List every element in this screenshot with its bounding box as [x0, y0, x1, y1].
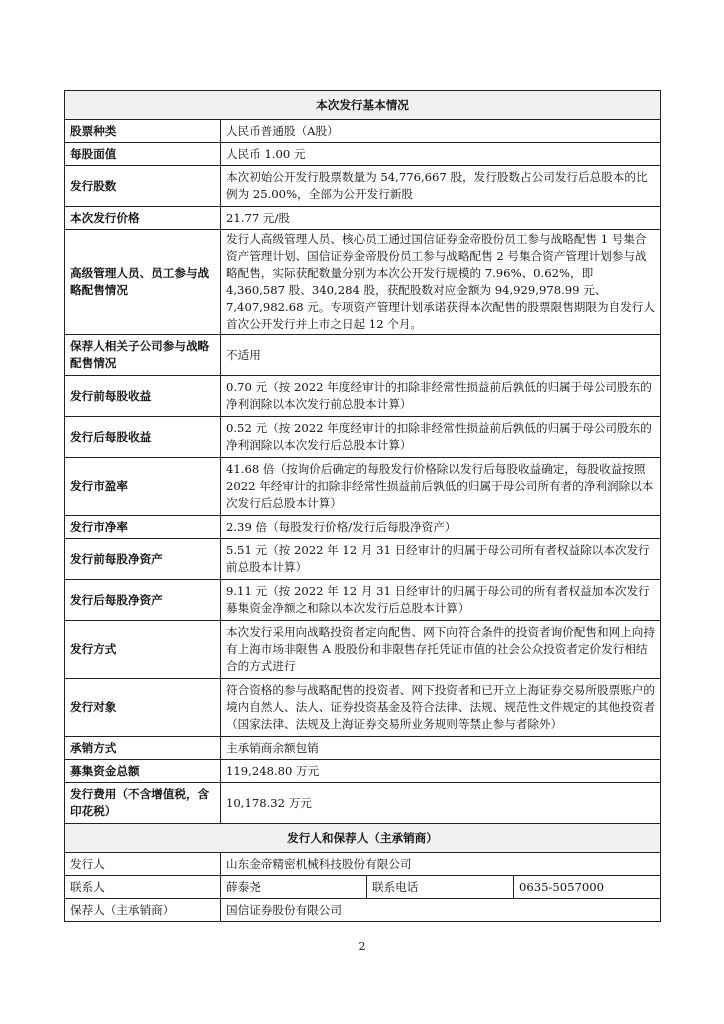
sponsor-row	[65, 899, 661, 922]
issuer-value: 山东金帝精密机械科技股份有限公司	[221, 853, 661, 876]
table-row	[65, 621, 661, 679]
table-row	[65, 516, 661, 539]
row-value: 主承销商余额包销	[221, 737, 661, 760]
issuer-label: 发行人	[65, 853, 221, 876]
table-row	[65, 335, 661, 376]
row-value: 0.70 元（按 2022 年度经审计的扣除非经常性损益前后孰低的归属于母公司股东的净利润除以本次发行前总股本计算）	[221, 376, 661, 417]
row-value: 0.52 元（按 2022 年度经审计的扣除非经常性损益前后孰低的归属于母公司股东的净利润除以本次发行后总股本计算）	[221, 417, 661, 458]
row-value: 119,248.80 万元	[221, 760, 661, 783]
table-row	[65, 580, 661, 621]
section-title-basic-info: 本次发行基本情况	[65, 91, 661, 120]
row-value: 本次发行采用向战略投资者定向配售、网下向符合条件的投资者询价配售和网上向持有上海市场非限售 A 股股份和非限售存托凭证市值的社会公众投资者定价发行相结合的方式进行	[221, 621, 661, 679]
row-value: 人民币 1.00 元	[221, 143, 661, 166]
row-label: 股票种类	[65, 120, 221, 143]
row-label: 发行费用（不含增值税，含印花税）	[65, 783, 221, 824]
table-row	[65, 120, 661, 143]
row-value: 41.68 倍（按询价后确定的每股发行价格除以发行后每股收益确定，每股收益按照 2022 年经审计的扣除非经常性损益前后孰低的归属于母公司所有者的净利润除以本次发行后总股本计算）	[221, 458, 661, 516]
contact-row	[65, 876, 661, 899]
row-label: 发行方式	[65, 621, 221, 679]
sponsor-value: 国信证券股份有限公司	[221, 899, 661, 922]
table-row	[65, 166, 661, 207]
row-label: 发行股数	[65, 166, 221, 207]
table-row	[65, 458, 661, 516]
row-value: 2.39 倍（每股发行价格/发行后每股净资产）	[221, 516, 661, 539]
row-label: 承销方式	[65, 737, 221, 760]
row-label: 本次发行价格	[65, 207, 221, 230]
row-value: 本次初始公开发行股票数量为 54,776,667 股，发行股数占公司发行后总股本的比例为 25.00%，全部为公开发行新股	[221, 166, 661, 207]
table-row	[65, 376, 661, 417]
table-row	[65, 737, 661, 760]
page-number: 2	[358, 940, 366, 953]
table-row	[65, 679, 661, 737]
table-row	[65, 539, 661, 580]
table-row	[65, 207, 661, 230]
row-value: 21.77 元/股	[221, 207, 661, 230]
row-value: 9.11 元（按 2022 年 12 月 31 日经审计的归属于母公司的所有者权益加本次发行募集资金净额之和除以本次发行后总股本计算）	[221, 580, 661, 621]
sponsor-label: 保荐人（主承销商）	[65, 899, 221, 922]
phone-label: 联系电话	[367, 876, 514, 899]
row-value: 5.51 元（按 2022 年 12 月 31 日经审计的归属于母公司所有者权益除以本次发行前总股本计算）	[221, 539, 661, 580]
row-value: 符合资格的参与战略配售的投资者、网下投资者和已开立上海证券交易所股票账户的境内自然人、法人、证券投资基金及符合法律、法规、规范性文件规定的其他投资者（国家法律、法规及上海证券交易所业务规则等禁止参与者除外）	[221, 679, 661, 737]
row-label: 发行前每股净资产	[65, 539, 221, 580]
section-title-issuer-sponsor: 发行人和保荐人（主承销商）	[65, 824, 661, 853]
row-value: 不适用	[221, 335, 661, 376]
issuer-row	[65, 853, 661, 876]
row-value: 10,178.32 万元	[221, 783, 661, 824]
row-label: 高级管理人员、员工参与战略配售情况	[65, 230, 221, 335]
phone-value: 0635-5057000	[514, 876, 661, 899]
row-label: 发行前每股收益	[65, 376, 221, 417]
row-value: 发行人高级管理人员、核心员工通过国信证券金帝股份员工参与战略配售 1 号集合资产管理计划、国信证券金帝股份员工参与战略配售 2 号集合资产管理计划参与战略配售，实际获配数量分别为本次公开发行规模的 7.96%、0.62%，即 4,360,587 股、340,284 股，获配股数对应金额为 94,929,978.99 元、7,407,982.68 元。专项资产管理计划承诺获得本次配售的股票限售期限为自发行人首次公开发行并上市之日起 12 个月。	[221, 230, 661, 335]
row-label: 发行对象	[65, 679, 221, 737]
table-row	[65, 760, 661, 783]
contact-value: 薛泰尧	[221, 876, 367, 899]
table-row	[65, 417, 661, 458]
row-label: 保荐人相关子公司参与战略配售情况	[65, 335, 221, 376]
row-label: 发行后每股收益	[65, 417, 221, 458]
issuance-info-table	[64, 90, 661, 922]
row-label: 每股面值	[65, 143, 221, 166]
row-label: 募集资金总额	[65, 760, 221, 783]
table-row	[65, 143, 661, 166]
table-row	[65, 230, 661, 335]
row-label: 发行后每股净资产	[65, 580, 221, 621]
row-label: 发行市盈率	[65, 458, 221, 516]
row-value: 人民币普通股（A股）	[221, 120, 661, 143]
row-label: 发行市净率	[65, 516, 221, 539]
table-row	[65, 783, 661, 824]
contact-label: 联系人	[65, 876, 221, 899]
